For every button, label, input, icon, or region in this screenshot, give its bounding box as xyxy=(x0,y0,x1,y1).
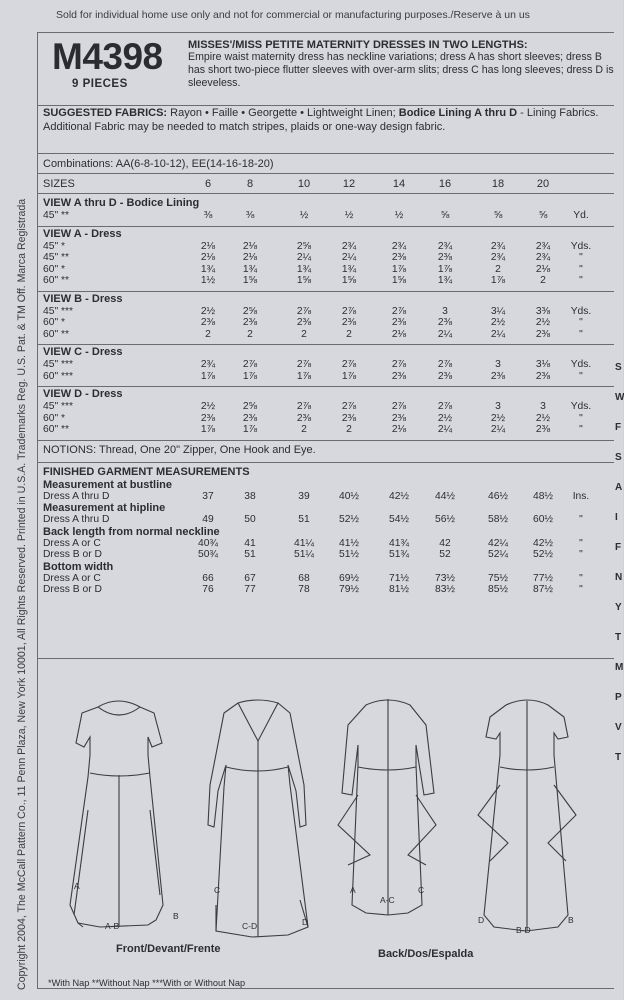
table-cell: 73½ xyxy=(434,572,456,584)
unit-cell: " xyxy=(579,424,583,435)
sizes-label: SIZES xyxy=(43,178,75,190)
back-dress-b-d-illustration xyxy=(478,700,576,931)
view-label-c-back: C xyxy=(418,885,425,895)
table-cell: 51¼ xyxy=(293,549,315,560)
table-row xyxy=(38,413,614,425)
table-cell: 2⅜ xyxy=(391,370,407,382)
row-label: 45" *** xyxy=(43,401,73,412)
table-cell: 1⅞ xyxy=(242,424,258,435)
table-cell: 3 xyxy=(495,401,501,412)
table-cell: 40½ xyxy=(338,490,360,502)
pattern-description: Empire waist maternity dress has neckline variations; dress A has short sleeves; dress B has short two-piece flutter sleeves with over-arm slits; dress C has long sleeves; dress D is sleeveless. xyxy=(188,51,614,90)
fabrics-text: Rayon • Faille • Georgette • Lightweight Linen; xyxy=(167,107,399,119)
row-label: 45" *** xyxy=(43,305,73,317)
divider xyxy=(38,440,614,441)
table-cell: 3¼ xyxy=(490,305,506,317)
view-label-b-back: B xyxy=(568,915,574,925)
table-cell: 37 xyxy=(202,490,214,502)
view-label-b: B xyxy=(173,911,179,921)
table-cell: 1⅞ xyxy=(296,370,312,382)
unit-cell: " xyxy=(579,549,583,560)
table-cell: 54½ xyxy=(388,514,410,525)
table-cell: 50¾ xyxy=(197,549,219,560)
table-cell: 2 xyxy=(495,263,501,275)
row-label: Dress A thru D xyxy=(43,490,110,502)
strip-letter: F xyxy=(615,422,622,433)
unit-cell: " xyxy=(579,584,583,595)
table-cell: 2¼ xyxy=(437,424,453,435)
table-cell: 77 xyxy=(244,584,256,595)
table-cell: 51½ xyxy=(338,549,360,560)
table-cell: 52 xyxy=(439,549,451,560)
size-heading: 12 xyxy=(342,178,356,190)
view-label-a: A xyxy=(74,881,80,891)
table-cell: 2⅛ xyxy=(391,424,407,435)
table-cell: ⅝ xyxy=(440,210,450,221)
strip-letter: V xyxy=(615,722,622,733)
table-cell: 2½ xyxy=(437,412,453,424)
table-cell: 2¾ xyxy=(490,240,506,252)
table-cell: 1¾ xyxy=(296,263,312,275)
size-heading: 14 xyxy=(392,178,406,190)
row-label: Dress A or C xyxy=(43,572,101,584)
strip-letter: Y xyxy=(615,602,622,613)
table-cell: 2 xyxy=(301,328,307,340)
table-cell: 52¼ xyxy=(487,549,509,560)
unit-cell: Yds. xyxy=(570,401,592,412)
table-cell: 2⅞ xyxy=(296,359,312,370)
table-cell: 52½ xyxy=(532,549,554,560)
divider xyxy=(38,291,614,292)
table-cell: 1⅞ xyxy=(391,263,407,275)
table-cell: 56½ xyxy=(434,514,456,525)
table-row xyxy=(38,241,614,253)
table-cell: 2⅞ xyxy=(341,401,357,412)
strip-letter: W xyxy=(615,392,624,403)
table-cell: 1⅝ xyxy=(391,275,407,286)
table-cell: 1¾ xyxy=(200,263,216,275)
table-cell: 2¼ xyxy=(490,328,506,340)
row-label: Dress B or D xyxy=(43,584,102,595)
row-label: 45" ** xyxy=(43,210,69,221)
table-cell: 1⅞ xyxy=(341,370,357,382)
row-label: 60" ** xyxy=(43,275,69,286)
table-cell: 2⅜ xyxy=(200,412,216,424)
table-cell: ⅜ xyxy=(203,210,213,221)
finished-measurements-title: FINISHED GARMENT MEASUREMENTS xyxy=(43,465,250,478)
unit-cell: " xyxy=(579,263,583,275)
table-cell: 2½ xyxy=(200,305,216,317)
unit-cell: " xyxy=(579,412,583,424)
footnote: *With Nap **Without Nap ***With or Without Nap xyxy=(48,978,246,988)
table-cell: ⅝ xyxy=(538,210,548,221)
table-cell: ⅝ xyxy=(493,210,503,221)
divider xyxy=(38,105,614,106)
table-cell: 1⅞ xyxy=(490,275,506,286)
table-cell: 67 xyxy=(244,572,256,584)
view-label-d-back: D xyxy=(478,915,485,925)
table-cell: 2¾ xyxy=(535,252,551,263)
table-cell: 46½ xyxy=(487,490,509,502)
table-cell: 2⅞ xyxy=(437,359,453,370)
fabrics-label: SUGGESTED FABRICS: xyxy=(43,107,168,119)
front-dress-c-d-illustration xyxy=(208,700,308,937)
table-cell: 3⅜ xyxy=(535,305,551,317)
table-cell: 39 xyxy=(298,490,310,502)
row-label: Dress A thru D xyxy=(43,514,110,525)
table-cell: 2¼ xyxy=(296,252,312,263)
table-cell: 2¾ xyxy=(437,240,453,252)
strip-letter: S xyxy=(615,362,622,373)
unit-cell: " xyxy=(579,252,583,263)
table-cell: 2¼ xyxy=(437,328,453,340)
view-section-title: VIEW C - Dress xyxy=(43,346,123,358)
size-combinations: Combinations: AA(6-8-10-12), EE(14-16-18-20) xyxy=(43,158,274,170)
table-cell: 2½ xyxy=(535,317,551,328)
table-cell: 2⅜ xyxy=(437,317,453,328)
row-label: 60" ** xyxy=(43,328,69,340)
table-row xyxy=(38,359,614,371)
table-cell: 2¾ xyxy=(490,252,506,263)
table-cell: 2⅞ xyxy=(391,305,407,317)
unit-cell: " xyxy=(579,514,583,525)
table-cell: 68 xyxy=(298,572,310,584)
unit-cell: " xyxy=(579,370,583,382)
table-cell: 75½ xyxy=(487,572,509,584)
table-cell: 87½ xyxy=(532,584,554,595)
table-cell: 1¾ xyxy=(242,263,258,275)
table-cell: 2⅜ xyxy=(535,424,551,435)
table-cell: 2¾ xyxy=(391,240,407,252)
divider xyxy=(38,344,614,345)
view-label-b-d: B-D xyxy=(516,925,531,935)
table-row xyxy=(38,549,614,561)
table-cell: 2½ xyxy=(535,412,551,424)
table-cell: 42¼ xyxy=(487,537,509,549)
size-heading: 18 xyxy=(491,178,505,190)
unit-cell: " xyxy=(579,317,583,328)
strip-letter: I xyxy=(615,512,618,523)
table-cell: 2⅞ xyxy=(341,359,357,370)
table-row xyxy=(38,264,614,276)
table-cell: 42½ xyxy=(532,537,554,549)
table-cell: 2¾ xyxy=(200,359,216,370)
table-cell: 2¼ xyxy=(341,252,357,263)
view-section-title: VIEW A thru D - Bodice Lining xyxy=(43,197,200,209)
table-cell: 71½ xyxy=(388,572,410,584)
table-cell: 2⅛ xyxy=(242,252,258,263)
lining-label: Bodice Lining A thru D xyxy=(398,107,518,119)
table-cell: 2¾ xyxy=(341,240,357,252)
table-cell: 1¾ xyxy=(341,263,357,275)
table-cell: 2⅝ xyxy=(242,305,258,317)
unit-cell: Yds. xyxy=(570,305,592,317)
table-cell: 2⅜ xyxy=(296,412,312,424)
table-row xyxy=(38,401,614,413)
view-label-d: D xyxy=(302,917,309,927)
back-caption: Back/Dos/Espalda xyxy=(378,948,474,960)
table-cell: 2 xyxy=(247,328,253,340)
size-heading: 16 xyxy=(438,178,452,190)
table-row xyxy=(38,424,614,436)
back-dress-a-c-illustration xyxy=(338,699,436,915)
size-heading: 8 xyxy=(246,178,254,190)
table-cell: 42½ xyxy=(388,490,410,502)
table-cell: ½ xyxy=(299,210,309,221)
table-cell: 2⅛ xyxy=(200,240,216,252)
table-cell: 3 xyxy=(442,305,448,317)
view-label-c: C xyxy=(214,885,221,895)
strip-letter: F xyxy=(615,542,622,553)
table-cell: 2⅞ xyxy=(391,401,407,412)
table-cell: 2 xyxy=(540,275,546,286)
view-label-a-c: A-C xyxy=(380,895,395,905)
table-cell: 77½ xyxy=(532,572,554,584)
table-cell: 2⅜ xyxy=(490,370,506,382)
table-cell: 79½ xyxy=(338,584,360,595)
table-cell: 1⅞ xyxy=(437,263,453,275)
table-cell: 1¾ xyxy=(437,275,453,286)
row-label: 45" * xyxy=(43,240,65,252)
table-row xyxy=(38,252,614,264)
unit-cell: " xyxy=(579,328,583,340)
view-label-c-d: C-D xyxy=(242,921,258,931)
table-cell: 41¼ xyxy=(293,537,315,549)
strip-letter: P xyxy=(615,692,622,703)
unit-cell: Yd. xyxy=(573,210,589,221)
table-cell: 3 xyxy=(495,359,501,370)
table-cell: ⅜ xyxy=(245,210,255,221)
table-cell: 42 xyxy=(439,537,451,549)
table-cell: 2⅞ xyxy=(296,401,312,412)
table-cell: 1⅝ xyxy=(341,275,357,286)
table-cell: 52½ xyxy=(338,514,360,525)
table-cell: 2⅛ xyxy=(200,252,216,263)
table-cell: 2⅝ xyxy=(296,240,312,252)
table-cell: ½ xyxy=(394,210,404,221)
table-cell: 2⅛ xyxy=(391,328,407,340)
table-cell: 69½ xyxy=(338,572,360,584)
table-cell: 58½ xyxy=(487,514,509,525)
copyright-text: Copyright 2004, The McCall Pattern Co., 11 Penn Plaza, New York 10001, All Rights Reserved. Printed in U.S.A. Trademarks Reg. U.S. Pat. & TM Off. Marca Registrada xyxy=(16,198,28,990)
strip-letter: T xyxy=(615,632,622,643)
table-cell: 78 xyxy=(298,584,310,595)
size-heading: 10 xyxy=(297,178,311,190)
unit-cell: Yds. xyxy=(570,240,592,252)
table-cell: 83½ xyxy=(434,584,456,595)
table-cell: 2 xyxy=(346,424,352,435)
piece-count: 9 PIECES xyxy=(72,78,128,90)
table-cell: 2⅛ xyxy=(242,240,258,252)
strip-letter: S xyxy=(615,452,622,463)
lining-text: - Lining Fabrics. Additional Fabric may be needed to match stripes, plaids or one-way design fabric. xyxy=(43,107,599,133)
row-label: 45" ** xyxy=(43,252,69,263)
table-cell: 2⅞ xyxy=(296,305,312,317)
pattern-number: M4398 xyxy=(52,36,163,77)
table-row xyxy=(38,491,614,503)
pattern-info-sheet xyxy=(37,32,614,989)
table-cell: 41 xyxy=(244,537,256,549)
unit-cell: " xyxy=(579,572,583,584)
table-cell: 50 xyxy=(244,514,256,525)
table-cell: 2⅞ xyxy=(341,305,357,317)
row-label: 45" *** xyxy=(43,359,73,370)
table-cell: 2⅜ xyxy=(242,317,258,328)
table-cell: 1⅞ xyxy=(200,424,216,435)
unit-cell: " xyxy=(579,275,583,286)
table-cell: 60½ xyxy=(532,514,554,525)
table-cell: 48½ xyxy=(532,490,554,502)
divider xyxy=(38,658,614,659)
usage-notice: Sold for individual home use only and not for commercial or manufacturing purposes./Reserve à un us xyxy=(56,9,530,21)
row-label: 60" * xyxy=(43,263,65,275)
table-cell: 1⅝ xyxy=(242,275,258,286)
table-cell: 2⅜ xyxy=(535,328,551,340)
pattern-title: MISSES'/MISS PETITE MATERNITY DRESSES IN TWO LENGTHS: xyxy=(188,39,528,51)
view-section-title: VIEW B - Dress xyxy=(43,292,123,305)
table-cell: 2¾ xyxy=(535,240,551,252)
table-cell: 40¾ xyxy=(197,537,219,549)
strip-letter: M xyxy=(615,662,624,673)
table-cell: 2½ xyxy=(490,412,506,424)
table-cell: 2 xyxy=(346,328,352,340)
table-row xyxy=(38,573,614,585)
sizes-header xyxy=(38,178,614,190)
table-cell: 2⅜ xyxy=(341,317,357,328)
table-cell: 2⅜ xyxy=(341,412,357,424)
table-cell: 3⅛ xyxy=(535,359,551,370)
divider xyxy=(38,173,614,174)
table-cell: 51¾ xyxy=(388,549,410,560)
front-caption: Front/Devant/Frente xyxy=(116,943,221,955)
strip-letter: A xyxy=(615,482,623,493)
right-edge-strip xyxy=(612,32,623,987)
measurement-group-title: Measurement at hipline xyxy=(43,502,166,514)
suggested-fabrics xyxy=(43,107,613,134)
row-label: 60" ** xyxy=(43,424,69,435)
table-cell: 51 xyxy=(244,549,256,560)
measurement-group-title: Back length from normal neckline xyxy=(43,525,220,538)
table-cell: 2⅛ xyxy=(535,263,551,275)
table-row xyxy=(38,210,614,222)
table-row xyxy=(38,514,614,526)
row-label: 60" *** xyxy=(43,370,73,382)
table-row xyxy=(38,329,614,341)
table-row xyxy=(38,584,614,596)
table-cell: 49 xyxy=(202,514,214,525)
strip-letter: N xyxy=(615,572,623,583)
view-section-title: VIEW D - Dress xyxy=(43,388,123,400)
table-cell: 2⅜ xyxy=(391,317,407,328)
view-section-title: VIEW A - Dress xyxy=(43,227,122,240)
measurement-group-title: Bottom width xyxy=(43,560,114,573)
table-cell: 41¾ xyxy=(388,537,410,549)
table-cell: 2 xyxy=(301,424,307,435)
copyright-sidebar xyxy=(2,40,30,990)
table-cell: 2⅝ xyxy=(242,401,258,412)
table-row xyxy=(38,275,614,287)
divider xyxy=(38,386,614,387)
table-row xyxy=(38,317,614,329)
view-label-a-b: A-B xyxy=(105,921,120,931)
row-label: Dress A or C xyxy=(43,537,101,549)
table-cell: ½ xyxy=(344,210,354,221)
table-cell: 51 xyxy=(298,514,310,525)
table-cell: 41½ xyxy=(338,537,360,549)
strip-letter: T xyxy=(615,752,622,763)
row-label: Dress B or D xyxy=(43,549,102,560)
table-cell: 2⅜ xyxy=(535,370,551,382)
table-cell: 2⅜ xyxy=(437,252,453,263)
table-cell: 81½ xyxy=(388,584,410,595)
table-cell: 2⅜ xyxy=(391,412,407,424)
table-cell: 1½ xyxy=(200,275,216,286)
front-dress-a-b-illustration xyxy=(70,701,163,927)
table-cell: 44½ xyxy=(434,490,456,502)
table-cell: 85½ xyxy=(487,584,509,595)
table-cell: 1⅝ xyxy=(296,275,312,286)
measurement-group-title: Measurement at bustline xyxy=(43,478,172,491)
divider xyxy=(38,226,614,227)
table-cell: 2⅞ xyxy=(391,359,407,370)
table-cell: 2⅞ xyxy=(437,401,453,412)
unit-cell: Yds. xyxy=(570,359,592,370)
table-cell: 2⅜ xyxy=(437,370,453,382)
view-label-a-back: A xyxy=(350,885,356,895)
table-row xyxy=(38,538,614,550)
table-cell: 2½ xyxy=(490,317,506,328)
table-cell: 2⅞ xyxy=(242,359,258,370)
table-cell: 1⅞ xyxy=(200,370,216,382)
table-cell: 66 xyxy=(202,572,214,584)
table-cell: 2⅜ xyxy=(391,252,407,263)
table-cell: 1⅞ xyxy=(242,370,258,382)
table-cell: 38 xyxy=(244,490,256,502)
table-cell: 2½ xyxy=(200,401,216,412)
divider xyxy=(38,193,614,194)
table-cell: 76 xyxy=(202,584,214,595)
divider xyxy=(38,153,614,154)
notions: NOTIONS: Thread, One 20" Zipper, One Hook and Eye. xyxy=(43,443,316,456)
unit-cell: " xyxy=(579,537,583,549)
table-cell: 2 xyxy=(205,328,211,340)
table-row xyxy=(38,371,614,383)
divider xyxy=(38,462,614,463)
size-heading: 20 xyxy=(536,178,550,190)
unit-cell: Ins. xyxy=(572,490,590,502)
row-label: 60" * xyxy=(43,317,65,328)
table-cell: 2⅜ xyxy=(200,317,216,328)
table-cell: 3 xyxy=(540,401,546,412)
table-cell: 2⅜ xyxy=(242,412,258,424)
table-cell: 2⅜ xyxy=(296,317,312,328)
row-label: 60" * xyxy=(43,412,65,424)
table-cell: 2¼ xyxy=(490,424,506,435)
size-heading: 6 xyxy=(204,178,212,190)
dress-illustrations xyxy=(38,665,614,985)
table-row xyxy=(38,306,614,318)
